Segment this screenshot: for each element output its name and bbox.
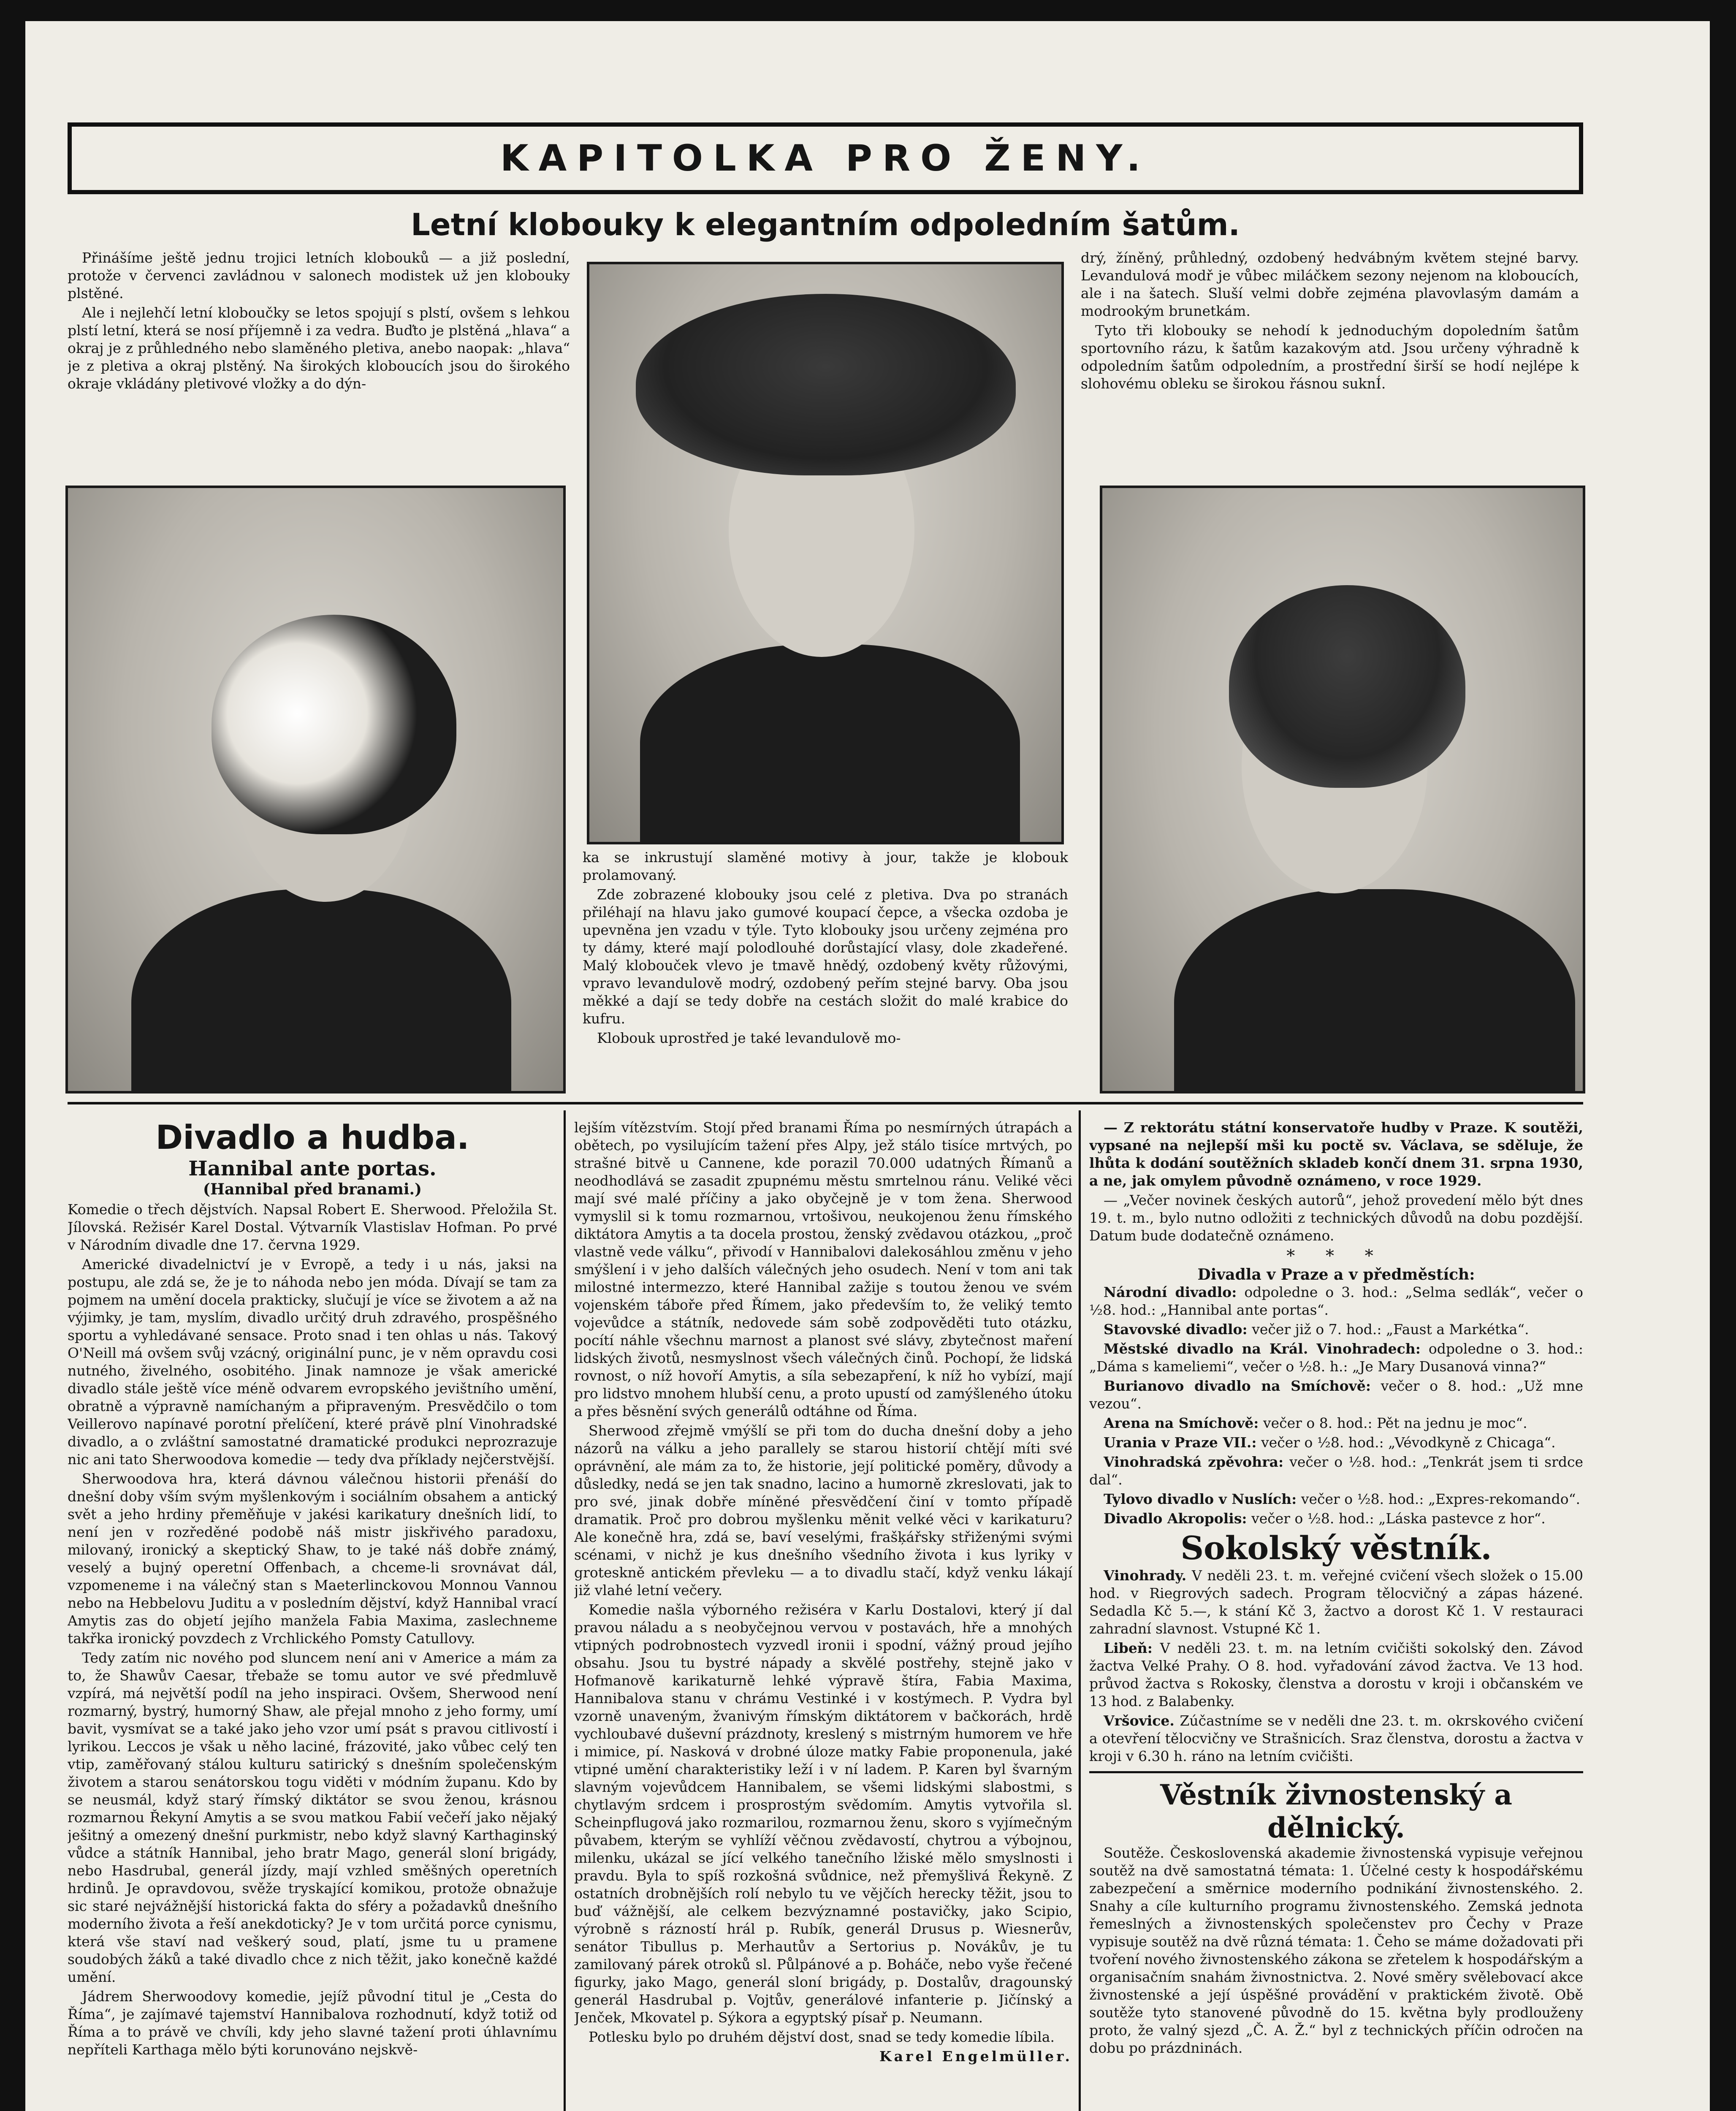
hats-col2	[583, 849, 1068, 1119]
program-venue: Divadlo Akropolis:	[1104, 1510, 1247, 1527]
banner-title: KAPITOLKA PRO ŽENY.	[500, 137, 1151, 179]
review-paragraph: Americké divadelnictví je v Evropě, a tedy i u nás, jaksi na postupu, ale zdá se, že je to náhoda nebo jen móda. Dívají se tam za pojmem na umění docela prakticky, slučují je více se životem a až na výjimky, je tam, myslím, divadlo určitý druh zdravého, prospěšného sportu a vyhledávané sensace. Proto snad i ten ohlas u nás. Takový O'Neill má ovšem svůj vzácný, originální punc, je v něm opravdu cosi nutného, živelného, osobitého. Jinak namnoze je však americké divadlo stále ještě více méně odvarem evropského jevištního umění, obratně a výpravně namíchaným a připraveným. Presvědčilo o tom Veillerovo napínavé porotní přelíčení, které právě plní Vinohradské divadlo, a o zvláštní samostatné dramatické produkci neprozrazuje nic ani tato Sherwoodova komedie — tedy dva příklady nejčerstvější.	[68, 1256, 557, 1468]
separator-stars: * * *	[1286, 1246, 1386, 1266]
program-text: odpoledne o 3. hod.: „Dáma s kameliemi“, večer o ½8. h.: „Je Mary Dusanová vinna?“	[1089, 1340, 1583, 1375]
review-paragraph: Jádrem Sherwoodovy komedie, jejíž původní titul je „Cesta do Říma“, je zajímavé tajemství Hannibalova rozhodnutí, když totiž od Říma a to právě ve chvíli, kdy jeho slavné tažení proti úhlavnímu nepříteli Karthaga mělo býti korunováno nejskvě-	[68, 1988, 557, 2058]
program-item	[1089, 1434, 1583, 1452]
program-text: večer o ½8. hod.: „Vévodkyně z Chicaga“.	[1261, 1434, 1556, 1451]
notice-concert: — „Večer novinek českých autorů“, jehož provedení mělo být dnes 19. t. m., bylo nutno odložiti z technických důvodů na dobu pozdější. Datum bude dodatečně oznámeno.	[1089, 1192, 1583, 1244]
program-venue: Arena na Smíchově:	[1104, 1415, 1259, 1431]
review-paragraph: Komedie našla výborného režiséra v Karlu Dostalovi, který jí dal pravou náladu a s neobyčejnou vervou v postavách, hře a mnohých vtipných podrobnostech vyzvedl ironii i spodní, vážný proud jejího obsahu. Jsou tu bystré nápady a skvělé postřehy, stejně jako v Hofmanově karikaturně lehké výpravě štíra, Fabia Maxima, Hannibalova stanu v chrámu Vestinké i v kostýmech. P. Vydra byl vzorně unaveným, žvanivým římským diktátorem v bačkorách, hrdě vychloubavé duševní prázdnoty, kreslený s mistrným humorem ve hře i mimice, pí. Nasková v drobné úloze matky Fabie proponenula, jaké vtipné umění charakteristiky leží i v ní ladem. P. Karen byl švarným slavným vojevůdcem Hannibalem, se všemi lidskými slabostmi, s chytlavým srdcem i prosprostým svědomím. Amytis vytvořila sl. Scheinpflugová jako rozmarilou, rozmarnou ženu, skoro s vyjímečným půvabem, kterým se vyhlíží věčnou zvědavostí, chytrou a výbojnou, milenku, ukázal se jící velkého tanečního lžiské mělo smyslnosti i pravdu. Byla to spíš rozkošná svůdnice, než přemyšlivá Řekyně. Z ostatních drobnějších rolí nebylo tu ve vějčích herecky těžit, jsou to buď vážnější, ale celkem bezvýznamné postavičky, jako Scipio, výrobně s rázností hrál p. Rubík, generál Drusus p. Wiesnerův, senátor Tibullus p. Merhautův a Sertorius p. Novákův, je tu zamilovaný párek otroků sl. Půlpánové a p. Boháče, nebo vyše řečené figurky, jako Mago, generál sloní brigády, p. Dostalův, dragounský generál Hasdrubal p. Vojtův, generálové infanterie p. Jičínský a Jenček, Mkovatel p. Sýkora a egyptský písař p. Neumann.	[574, 1601, 1072, 2026]
program-text: večer o ½8. hod.: „Láska pastevce z hor“.	[1251, 1510, 1546, 1527]
theatre-col2	[574, 1119, 1072, 2111]
photo-hat	[636, 294, 1016, 475]
vestnik-text: Soutěže. Československá akademie živnostenská vypisuje veřejnou soutěž na dvě samostatná témata: 1. Účelné cesty k hospodářskému zabezpečení a směrnice moderního podnikání živnostenského. 2. Snahy a cíle kulturního programu živnostenského. Zemská jednota řemeslných a živnostenských společenstev pro Čechy v Praze vypisuje soutěž na dvě různá témata: 1. Čeho se máme dožadovati při tvoření nového živnostenského zákona se zřetelem k hospodářským a organisačním snahám živnostnictva. 2. Nové směry svělebovací akce živnostenské a její úspěšné provádění v praktickém životě. Obě soutěže tyto stanovené původně do 15. května byly prodlouženy proto, že valný sjezd „Č. A. Ž.“ byl z technických příčin odročen na dobu po prázdninách.	[1089, 1845, 1583, 2056]
article-headline: Letní klobouky k elegantním odpoledním šatům.	[410, 207, 1240, 242]
sokol-text: V neděli 23. t. m. na letním cvičišti sokolský den. Závod žactva Velké Prahy. O 8. hod. vyřadování závod žactva. Ve 13 hod. průvod žactva s Rokosky, členstva a dorostu v kroji i občanském ve 13 hod. z Balabenky.	[1089, 1640, 1583, 1709]
newspaper-page	[25, 21, 1710, 2111]
sokol-place: Libeň:	[1104, 1640, 1153, 1656]
col3-announcements	[1089, 1119, 1583, 2111]
review-title: Hannibal ante portas.	[188, 1157, 437, 1180]
hats-col1	[68, 249, 570, 469]
review-paragraph: Potlesku bylo po druhém dějství dost, snad se tedy komedie líbila.	[589, 2029, 1055, 2045]
program-title: Divadla v Praze a v předměstích:	[1197, 1266, 1475, 1283]
review-paragraph: Sherwoodova hra, která dávnou válečnou historii přenáší do dnešní doby vším svým myšlenkovým i sociálním obsahem a antický svět a jeho hrdiny přeměňuje v jakési karikatury dnešních lidí, to není jen v rozředěné podobě náš mistr jiskřivého paradoxu, milovaný, ironický a skeptický Shaw, to je také náš dobře známý, veselý a bujný operetní Offenbach, a chceme-li srovnávat dál, vzpomeneme i na válečný stan s Maeterlinckovou Monnou Vannou nebo na Hebbelovu Juditu a v posledním dějství, když Hannibal vrací Amytis zas do objetí jejího manžela Fabia Maxima, zaslechneme takřka ironický povzdech z Vrchlického Pomsty Catullovy.	[68, 1471, 557, 1647]
hats-paragraph: Tyto tři klobouky se nehodí k jednoduchým dopoledním šatům sportovního rázu, k šatům kazakovým atd. Jsou určeny výhradně k odpoledním šatům odpoledním, a prostřední širší se hodí nejlépe k slohovému obleku se širokou řásnou suknÍ.	[1081, 322, 1579, 392]
section-banner	[68, 122, 1583, 194]
column-rule	[1079, 1110, 1081, 2111]
sokol-place: Vinohrady.	[1104, 1567, 1187, 1584]
theatre-program	[1089, 1283, 1583, 1529]
program-item	[1089, 1377, 1583, 1413]
program-item	[1089, 1414, 1583, 1432]
program-text: večer o 8. hod.: „Už mne vezou“.	[1089, 1378, 1583, 1412]
sokol-item	[1089, 1639, 1583, 1710]
sokol-text: V neděli 23. t. m. veřejné cvičení všech složek o 15.00 hod. v Riegrových sadech. Program tělocvičný a zápas házené. Sedadla Kč 5.—, k stání Kč 3, žactvo a dorost Kč 1. V restauraci zahradní slavnost. Vstupné Kč 1.	[1089, 1567, 1583, 1637]
program-venue: Městské divadlo na Král. Vinohradech:	[1104, 1340, 1421, 1357]
program-venue: Burianovo divadlo na Smíchově:	[1104, 1378, 1371, 1394]
program-item	[1089, 1283, 1583, 1319]
review-credits: Komedie o třech dějstvích. Napsal Robert E. Sherwood. Přeložila St. Jílovská. Režisér Karel Dostal. Výtvarník Vlastislav Hofman. Po prvé v Národním divadle dne 17. června 1929.	[68, 1201, 557, 1253]
program-venue: Národní divadlo:	[1104, 1284, 1237, 1300]
vestnik-news	[1089, 1844, 1583, 2059]
program-text: večer o 8. hod.: Pět na jednu je moc“.	[1263, 1415, 1527, 1431]
sokol-place: Vršovice.	[1104, 1712, 1175, 1729]
hats-paragraph: Ale i nejlehčí letní kloboučky se letos spojují s plstí, ovšem s lehkou plstí letní, která se nosí příjemně i za vedra. Buďto je plstěná „hlava“ a okraj je z průhledného nebo slaměného pletiva, anebo naopak: „hlava“ je z pletiva a okraj plstěný. Na širokých kloboucích jsou do širokého okraje vkládány pletivové vložky a do dýn-	[68, 304, 570, 392]
program-text: večer již o 7. hod.: „Faust a Markétka“.	[1252, 1321, 1529, 1338]
hats-col3	[1081, 249, 1579, 477]
program-venue: Urania v Praze VII.:	[1104, 1434, 1257, 1451]
divider	[1089, 1771, 1583, 1778]
photo-hat	[1229, 585, 1465, 788]
program-item	[1089, 1453, 1583, 1489]
review-paragraph: Tedy zatím nic nového pod sluncem není ani v Americe a mám za to, že Shawův Caesar, třebaže se tomu autor ve své předmluvě vzpírá, má největší podíl na jeho inspiraci. Ovšem, Sherwood není rozmarný, bystrý, humorný Shaw, ale přejal mnoho z jeho formy, umí bavit, vysmívat se a také jako jeho vzor umí psát s pravou citlivostí i lyrikou. Leccos je však u něho laciné, frázovité, jako vůbec celý ten vtip, zaměřovaný stálou kulturu satirický s dnešním společenským životem a starou senátorskou togu viděti v módním županu. Kdo by se neusmál, když starý římský diktátor se svou ženou, krásnou rozmarnou Řekyní Amytis a se svou matkou Fabií večeří jako nějaký ješitný a omezený dnešní purkmistr, nebo když slavný Karthaginský vůdce a státník Hannibal, jeho bratr Mago, generál sloní brigády, nebo Hasdrubal, generál jízdy, mají vzhled směšných operetních hrdinů. Je opravdovou, svěže tryskající komikou, protože obnažuje sic staré nejvážnější historická fakta do sféry a požadavků dnešního moderního života a řeší anekdoticky? Je v tom určitá porce cynismu, která vše staví nad veškerý soud, platí, jsme tu u pramene soudobých žáků a také divadlo chce z nich těžit, jako konečně každé umění.	[68, 1650, 557, 1985]
vestnik-heading: Věstník živnostenský a dělnický.	[1160, 1778, 1513, 1844]
photo-woman-knit-cap	[1100, 486, 1585, 1093]
section-heading: Divadlo a hudba.	[155, 1119, 469, 1157]
photo-shoulders	[131, 889, 511, 1093]
review-paragraph: lejším vítězstvím. Stojí před branami Říma po nesmírných útrapách a obětech, po vysilujícím tažení přes Alpy, jež stálo tisíce mrtvých, po strašné bitvě u Cannene, kde porazil 70.000 udatných Římanů a neodhodlává se zasadit zpupnému městu smrtelnou ránu. Veliké věci mají své malé příčiny a jako obyčejně je v tom žena. Sherwood vymyslil si k tomu rozmarnou, vrtošivou, neukojenou ženu římského diktátora Amytis a ta docela prostou, ženský zvědavou otázkou, „proč vlastně vede válku“, přivodí v Hannibalovi dalekosáhlou změnu v jeho smýšlení i v jeho dalších válečných jeho osudech. Není v tom ani tak milostné intermezzo, které Hannibal zažije s toutou ženou ve svém vojenském táboře před Římem, jako především to, že veliký temto vojevůdce a státník, nedovede sám sobě zodpověděti tuto otázku, pocítí náhle všechnu marnost a planost své slávy, zbytečnost maření lidských životů, nesmyslnost všech válečných činů. Pochopí, že lidská rovnost, o níž hovoří Amytis, a síla sebezapření, k níž ho vybízí, mají pro lidstvo mnohem hlubší cenu, a proto upustí od zamýšleného útoku a přes běsnění svých generálů odtáhne od Říma.	[574, 1119, 1072, 1419]
photo-woman-wide-hat	[587, 262, 1064, 844]
program-venue: Tylovo divadlo v Nuslích:	[1104, 1491, 1297, 1507]
photo-hat	[212, 615, 456, 834]
sokol-item	[1089, 1712, 1583, 1765]
program-item	[1089, 1490, 1583, 1508]
review-text-col1	[68, 1201, 557, 2060]
notices	[1089, 1119, 1583, 1246]
photo-shoulders	[640, 644, 1020, 844]
program-venue: Vinohradská zpěvohra:	[1104, 1454, 1284, 1470]
review-paragraph: Sherwood zřejmě vmýšlí se při tom do ducha dnešní doby a jeho názorů na válku a jeho parallely se starou historií chtějí míti své oprávnění, ale mám za to, že historie, její politické poměry, důvody a důsledky, nedá se jen tak snadno, lacino a humorně zkreslovati, jak to pro své, jinak dobře míněné přesvědčení činí v tomto případě dramatik. Proč pro dobrou myšlenku měnit velké věci v karikaturu? Ale konečně hra, zdá se, baví veselými, frašķářsky střiženými svými scénami, v nichž je kus dnešního všedního života i kus lyriky v groteskně antickém převleku — a to divadlu stačí, když venku lákají již vlahé letní večery.	[574, 1422, 1072, 1598]
program-item	[1089, 1510, 1583, 1528]
section-divider	[68, 1102, 1583, 1104]
sokol-heading: Sokolský věstník.	[1180, 1529, 1492, 1567]
program-item	[1089, 1340, 1583, 1376]
notice-conservatory: — Z rektorátu státní konservatoře hudby v Praze. K soutěži, vypsané na nejlepší mši ku poctě sv. Václava, se sděluje, že lhůta k dodání soutěžních skladeb končí dnem 31. srpna 1930, a ne, jak omylem původně oznámeno, v roce 1929.	[1089, 1119, 1583, 1189]
program-venue: Stavovské divadlo:	[1104, 1321, 1248, 1338]
hats-paragraph: Zde zobrazené klobouky jsou celé z pletiva. Dva po stranách přiléhají na hlavu jako gumové koupací čepce, a všecka ozdoba je upevněna jen vzadu v týle. Tyto klobouky jsou určeny zejména pro ty dámy, které mají polodlouhé dorůstající vlasy, dole zkadeřené. Malý klobouček vlevo je tmavě hnědý, ozdobený květy růžovými, vpravo levandulově modrý, ozdobený peřím stejné barvy. Oba jsou měkké a dají se tedy dobře na cestách složit do malé krabice do kufru.	[583, 886, 1068, 1027]
program-text: večer o ½8. hod.: „Tenkrát jsem ti srdce dal“.	[1089, 1454, 1583, 1488]
photo-woman-lace-cap	[65, 486, 566, 1093]
program-text: odpoledne o 3. hod.: „Selma sedlák“, večer o ½8. hod.: „Hannibal ante portas“.	[1089, 1284, 1583, 1318]
hats-paragraph: Přinášíme ještě jednu trojici letních klobouků — a již poslední, protože v červenci zavládnou v salonech modistek už jen klobouky plstěné.	[68, 250, 570, 301]
review-signature: Karel Engelmüller.	[879, 2048, 1072, 2065]
sokol-news	[1089, 1567, 1583, 1767]
hats-paragraph: drý, žíněný, průhledný, ozdobený hedvábným květem stejné barvy. Levandulová modř je vůbec miláčkem sezony nejenom na kloboucích, ale i na šatech. Sluší velmi dobře zejména plavovlasým damám a modrookým brunetkám.	[1081, 250, 1579, 319]
program-item	[1089, 1321, 1583, 1338]
hats-paragraph: ka se inkrustují slaměné motivy à jour, takže je klobouk prolamovaný.	[583, 849, 1068, 883]
photo-shoulders	[1174, 889, 1575, 1093]
review-subtitle: (Hannibal před branami.)	[203, 1180, 422, 1198]
program-text: večer o ½8. hod.: „Expres-rekomando“.	[1301, 1491, 1581, 1507]
theatre-col1	[68, 1119, 557, 2111]
hats-paragraph: Klobouk uprostřed je také levandulově mo-	[597, 1030, 901, 1046]
sokol-item	[1089, 1567, 1583, 1638]
column-rule	[564, 1110, 566, 2111]
sokol-text: Zúčastníme se v neděli dne 23. t. m. okrskového cvičení a otevření tělocvičny ve Strašnicích. Sraz členstva, dorostu a žactva v kroji v 6.30 h. ráno na letním cvičišti.	[1089, 1712, 1583, 1764]
